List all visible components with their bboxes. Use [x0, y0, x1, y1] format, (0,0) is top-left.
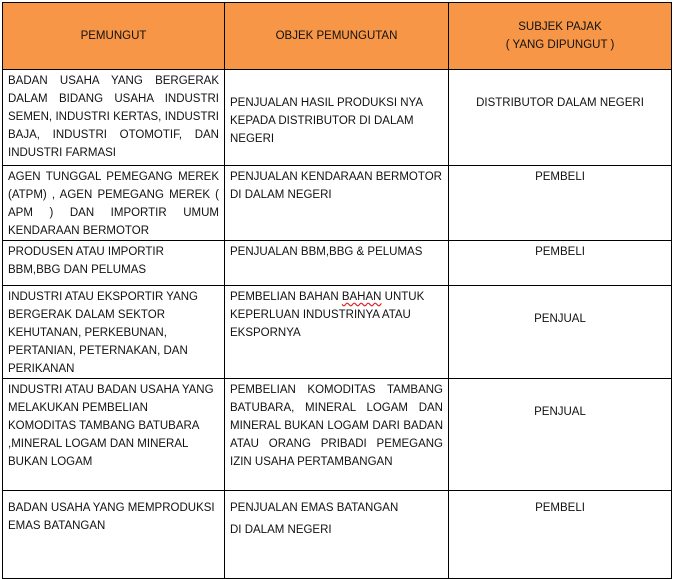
cell-subjek: PEMBELI — [449, 241, 672, 286]
cell-pemungut: INDUSTRI ATAU BADAN USAHA YANG MELAKUKAN PEMBELIAN KOMODITAS TAMBANG BATUBARA ,MINERAL LOGAM DAN MINERAL BUKAN LOGAM — [3, 379, 225, 491]
objek-text-post: UNTUK KEPERLUAN INDUSTRINYA ATAU EKSPORNYA — [230, 291, 425, 339]
cell-objek: PENJUALAN HASIL PRODUKSI NYA KEPADA DISTRIBUTOR DI DALAM NEGERI — [225, 70, 449, 166]
cell-objek — [225, 286, 449, 379]
header-subjek — [449, 3, 672, 70]
objek-line1: PENJUALAN EMAS BATANGAN — [230, 502, 399, 514]
objek-line2: DI DALAM NEGERI — [230, 524, 332, 536]
cell-subjek: PEMBELI — [449, 166, 672, 241]
cell-pemungut: PRODUSEN ATAU IMPORTIR BBM,BBG DAN PELUMAS — [3, 241, 225, 286]
header-objek-label: OBJEK PEMUNGUTAN — [275, 30, 398, 42]
header-subjek-line2: ( YANG DIPUNGUT ) — [505, 39, 615, 51]
table-row — [3, 70, 672, 166]
cell-objek: PENJUALAN BBM,BBG & PELUMAS — [225, 241, 449, 286]
cell-objek — [225, 491, 449, 579]
cell-pemungut: AGEN TUNGGAL PEMEGANG MEREK (ATPM) , AGEN PEMEGANG MEREK ( APM ) DAN IMPORTIR UMUM KENDARAAN BERMOTOR — [3, 166, 225, 241]
pemungutan-table — [2, 2, 672, 579]
table-header-row — [3, 3, 672, 70]
header-pemungut-label: PEMUNGUT — [80, 30, 147, 42]
cell-subjek: DISTRIBUTOR DALAM NEGERI — [449, 70, 672, 166]
cell-subjek: PEMBELI — [449, 491, 672, 579]
cell-pemungut: BADAN USAHA YANG MEMPRODUKSI EMAS BATANGAN — [3, 491, 225, 579]
cell-objek: PENJUALAN KENDARAAN BERMOTOR DI DALAM NEGERI — [225, 166, 449, 241]
objek-text-pre: PEMBELIAN BAHAN — [230, 291, 342, 303]
table-row — [3, 241, 672, 286]
cell-subjek: PENJUAL — [449, 286, 672, 379]
header-subjek-line1: SUBJEK PAJAK — [518, 21, 602, 33]
header-objek — [225, 3, 449, 70]
header-pemungut — [3, 3, 225, 70]
table-row — [3, 286, 672, 379]
table-row — [3, 491, 672, 579]
table-row — [3, 379, 672, 491]
table-row — [3, 166, 672, 241]
cell-pemungut: INDUSTRI ATAU EKSPORTIR YANG BERGERAK DALAM SEKTOR KEHUTANAN, PERKEBUNAN, PERTANIAN, PETERNAKAN, DAN PERIKANAN — [3, 286, 225, 379]
cell-subjek: PENJUAL — [449, 379, 672, 491]
cell-pemungut: BADAN USAHA YANG BERGERAK DALAM BIDANG USAHA INDUSTRI SEMEN, INDUSTRI KERTAS, INDUSTRI BAJA, INDUSTRI OTOMOTIF, DAN INDUSTRI FARMASI — [3, 70, 225, 166]
cell-objek: PEMBELIAN KOMODITAS TAMBANG BATUBARA, MINERAL LOGAM DAN MINERAL BUKAN LOGAM DARI BADAN ATAU ORANG PRIBADI PEMEGANG IZIN USAHA PERTAMBANGAN — [225, 379, 449, 491]
spellcheck-marked-word: BAHAN — [341, 291, 382, 303]
